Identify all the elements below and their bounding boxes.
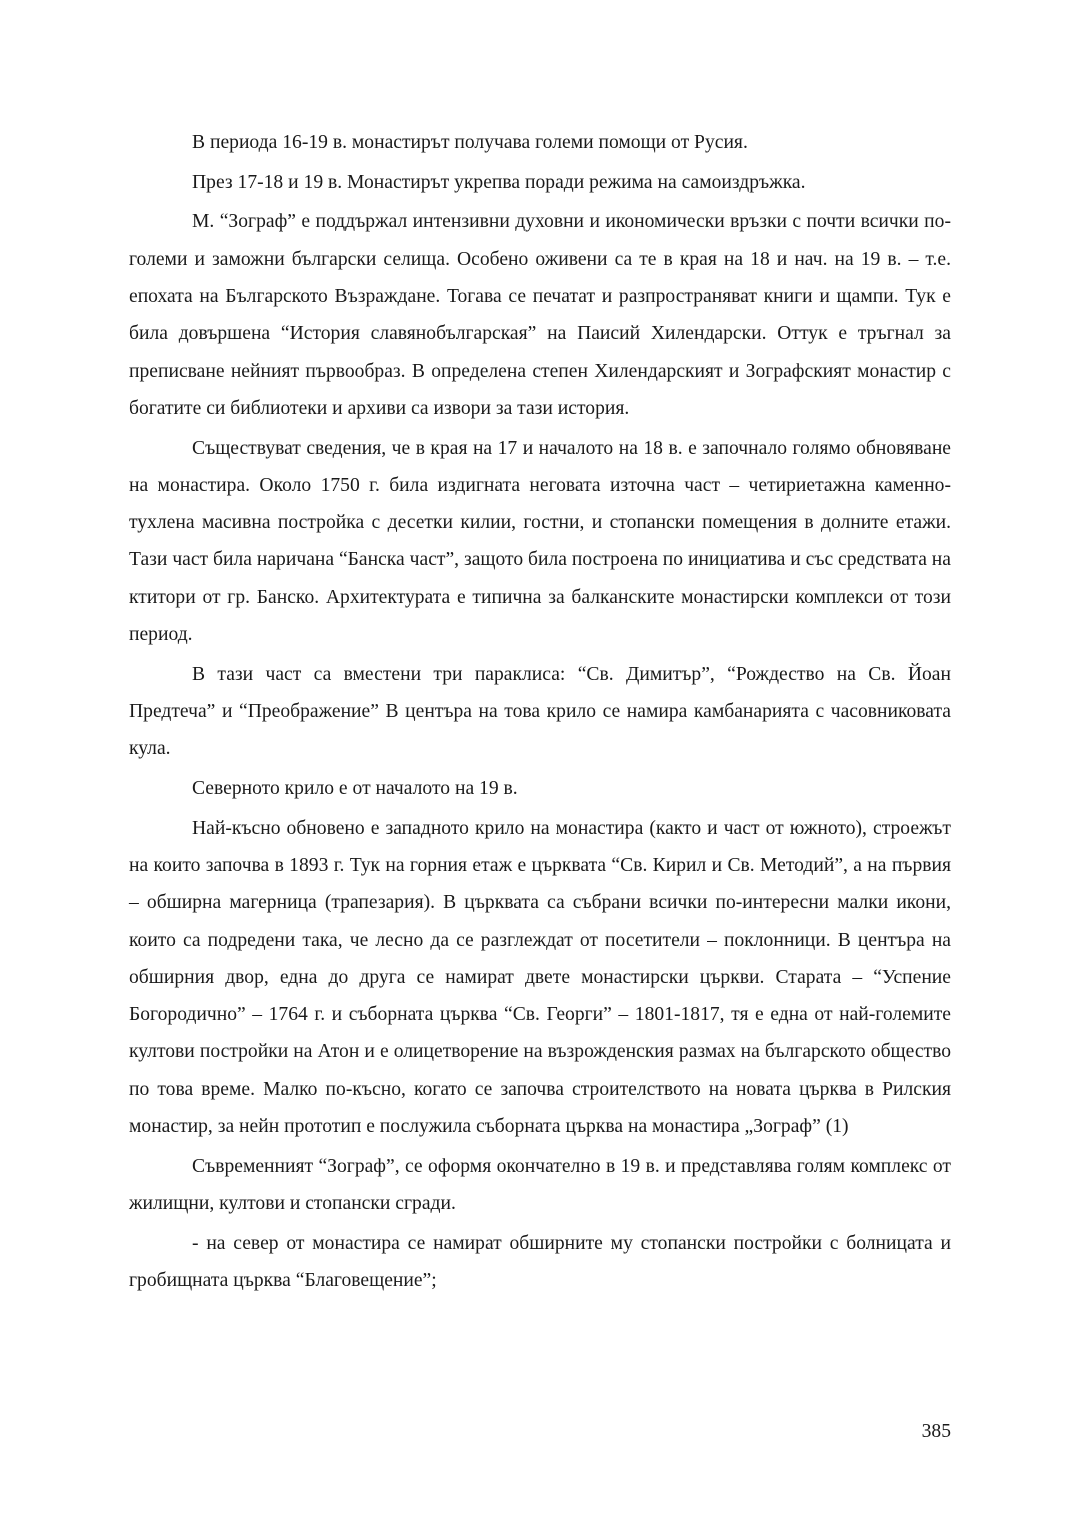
paragraph: М. “Зограф” е поддържал интензивни духовни и икономически връзки с почти всички по-големи и заможни български селища. Особено оживени са те в края на 18 и нач. на 19 в. – т.е. епохата на Българското Възраждане. Тогава се печатат и разпространяват книги и щампи. Тук е била довършена “История славянобългарская” на Паисий Хилендарски. Оттук е тръгнал за преписване нейният първообраз. В определена степен Хилендарският и Зографският монастир с богатите си библиотеки и архиви са извори за тази история.	[129, 211, 951, 419]
paragraph: Северното крило е от началото на 19 в.	[192, 778, 518, 799]
paragraph: Най-късно обновено е западното крило на монастира (както и част от южното), строежът на които започва в 1893 г. Тук на горния етаж е църквата “Св. Кирил и Св. Методий”, а на първия – обширна магерница (трапезария). В църквата са събрани всички по-интересни малки икони, които са подредени така, че лесно да се разглеждат от посетители – поклонници. В центъра на обширния двор, една до друга се намират двете монастирски църкви. Старата – “Успение Богородично” – 1764 г. и съборната църква “Св. Георги” – 1801-1817, тя е една от най-големите култови постройки на Атон и е олицетворение на възрожденския размах на българското общество по това време. Малко по-късно, когато се започва строителството на новата църква в Рилския монастир, за нейн прототип е послужила съборната църква на монастира „Зограф” (1)	[129, 817, 951, 1138]
page-number: 385	[921, 1421, 951, 1442]
paragraph: В тази част са вместени три параклиса: “Св. Димитър”, “Рождество на Св. Йоан Предтеча” и “Преображение” В центъра на това крило се намира камбанарията с часовниковата кула.	[129, 663, 951, 760]
paragraph: Съвременният “Зограф”, се оформя окончателно в 19 в. и представлява голям комплекс от жилищни, култови и стопански сгради.	[129, 1155, 951, 1215]
paragraph: В периода 16-19 в. монастирът получава големи помощи от Русия.	[192, 132, 748, 153]
paragraph: Съществуват сведения, че в края на 17 и началото на 18 в. е започнало голямо обновяване на монастира. Около 1750 г. била издигната неговата източна част – четириетажна каменно-тухлена масивна постройка с десетки килии, гостни, и стопански помещения в долните етажи. Тази част била наричана “Банска част”, защото била построена по инициатива и със средствата на ктитори от гр. Банско. Архитектурата е типична за балканските монастирски комплекси от този период.	[129, 437, 951, 646]
paragraph: През 17-18 и 19 в. Монастирът укрепва поради режима на самоиздръжка.	[192, 171, 806, 193]
body-text	[129, 124, 951, 1302]
paragraph: - на север от монастира се намират обширните му стопански постройки с болницата и гробищната църква “Благовещение”;	[129, 1232, 951, 1292]
